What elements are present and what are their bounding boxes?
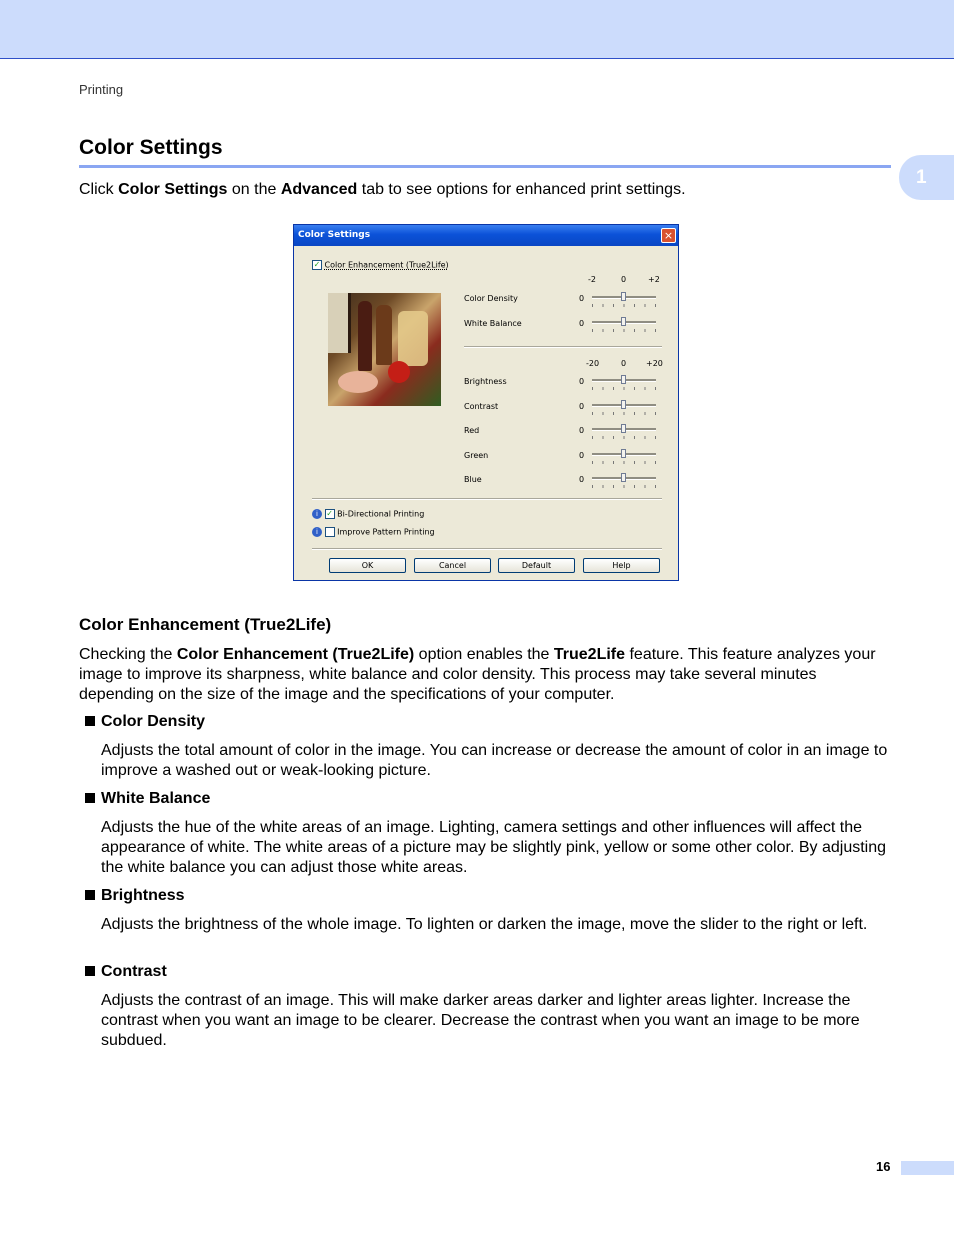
item-body-brightness: Adjusts the brightness of the whole image. To lighten or darken the image, move the slider to the right or left. (101, 916, 868, 933)
slider-thumb[interactable] (621, 449, 626, 458)
default-button[interactable]: Default (498, 558, 575, 573)
breadcrumb: Printing (79, 82, 124, 97)
slider[interactable] (592, 449, 656, 465)
separator (312, 498, 662, 500)
subsection-intro: Checking the Color Enhancement (True2Life) option enables the True2Life feature. This feature analyzes your image to improve its sharpness, white balance and color density. This process may take several minutes depending on the size of the image and the specifications of your computer. (79, 646, 876, 703)
dialog-titlebar (294, 225, 678, 246)
item-body-color-density: Adjusts the total amount of color in the image. You can increase or decrease the amount of color in an image to improve a washed out or weak-looking picture. (101, 742, 888, 779)
scale1-mid: 0 (621, 275, 627, 284)
slider[interactable] (592, 292, 656, 308)
section-intro: Click Color Settings on the Advanced tab to see options for enhanced print settings. (79, 181, 686, 198)
item-body-contrast: Adjusts the contrast of an image. This will make darker areas darker and lighter areas lighter. Increase the contrast when you want an image to be clearer. Decrease the contrast when you want an image to be more subdued. (101, 992, 860, 1049)
checkbox-icon: ✓ (313, 260, 321, 269)
slider-value: 0 (579, 319, 585, 328)
checkbox-icon: ✓ (326, 509, 333, 518)
slider-value: 0 (579, 475, 585, 484)
slider-label: Brightness (464, 377, 507, 386)
bidirectional-option[interactable] (312, 509, 424, 519)
slider-label: Green (464, 450, 489, 460)
ok-button[interactable]: OK (329, 558, 406, 573)
slider-thumb[interactable] (621, 375, 626, 384)
separator (312, 548, 662, 550)
bullet-icon (85, 716, 95, 726)
cancel-button[interactable]: Cancel (414, 558, 491, 573)
bidirectional-label: Bi-Directional Printing (337, 509, 425, 519)
slider-thumb[interactable] (621, 292, 626, 301)
color-enhancement-checkbox[interactable] (312, 260, 449, 270)
dialog-title: Color Settings (298, 230, 371, 240)
page-number-bar (901, 1161, 954, 1175)
slider-value: 0 (579, 401, 585, 411)
improve-pattern-label: Improve Pattern Printing (337, 527, 435, 537)
item-title-white-balance: White Balance (85, 790, 210, 808)
slider[interactable] (592, 424, 656, 440)
separator (464, 346, 662, 348)
item-title-brightness: Brightness (85, 887, 185, 905)
bullet-icon (85, 890, 95, 900)
slider-label: Red (464, 426, 480, 435)
slider[interactable] (592, 400, 656, 416)
close-icon[interactable]: × (661, 228, 676, 243)
chapter-number: 1 (916, 166, 927, 188)
scale1-max: +2 (648, 275, 660, 284)
color-enhancement-label: Color Enhancement (True2Life) (324, 260, 449, 270)
help-button[interactable]: Help (583, 558, 660, 573)
section-title: Color Settings (79, 136, 223, 159)
item-body-white-balance: Adjusts the hue of the white areas of an image. Lighting, camera settings and other influences will affect the appearance of white. The white areas of a picture may be slightly pink, yellow or some other color. By adjusting the white balance you can adjust those white areas. (101, 819, 887, 876)
slider-thumb[interactable] (621, 317, 626, 326)
chapter-tab (899, 155, 954, 200)
slider[interactable] (592, 473, 656, 489)
info-icon: i (312, 509, 322, 519)
bullet-icon (85, 793, 95, 803)
slider-label: White Balance (464, 319, 522, 328)
slider-value: 0 (579, 377, 585, 386)
slider[interactable] (592, 317, 656, 333)
slider-thumb[interactable] (621, 400, 626, 409)
color-settings-dialog (293, 224, 679, 581)
title-rule (79, 165, 891, 168)
item-title-color-density: Color Density (85, 713, 205, 731)
page-number: 16 (876, 1159, 891, 1174)
scale1-min: -2 (588, 275, 596, 284)
checkbox-icon (325, 527, 335, 537)
slider[interactable] (592, 375, 656, 391)
slider-value: 0 (579, 450, 585, 460)
scale2-mid: 0 (621, 359, 627, 368)
preview-image (328, 293, 441, 406)
slider-thumb[interactable] (621, 424, 626, 433)
slider-value: 0 (579, 426, 585, 435)
slider-thumb[interactable] (621, 473, 626, 482)
page-header-band (0, 0, 954, 59)
slider-label: Contrast (464, 401, 499, 411)
bullet-icon (85, 966, 95, 976)
subsection-title: Color Enhancement (True2Life) (79, 615, 332, 634)
slider-label: Blue (464, 475, 482, 484)
slider-value: 0 (579, 294, 585, 303)
item-title-contrast: Contrast (85, 963, 167, 981)
improve-pattern-option[interactable] (312, 527, 435, 537)
slider-label: Color Density (464, 294, 518, 303)
scale2-min: -20 (586, 359, 600, 368)
info-icon: i (312, 527, 322, 537)
scale2-max: +20 (646, 359, 663, 368)
